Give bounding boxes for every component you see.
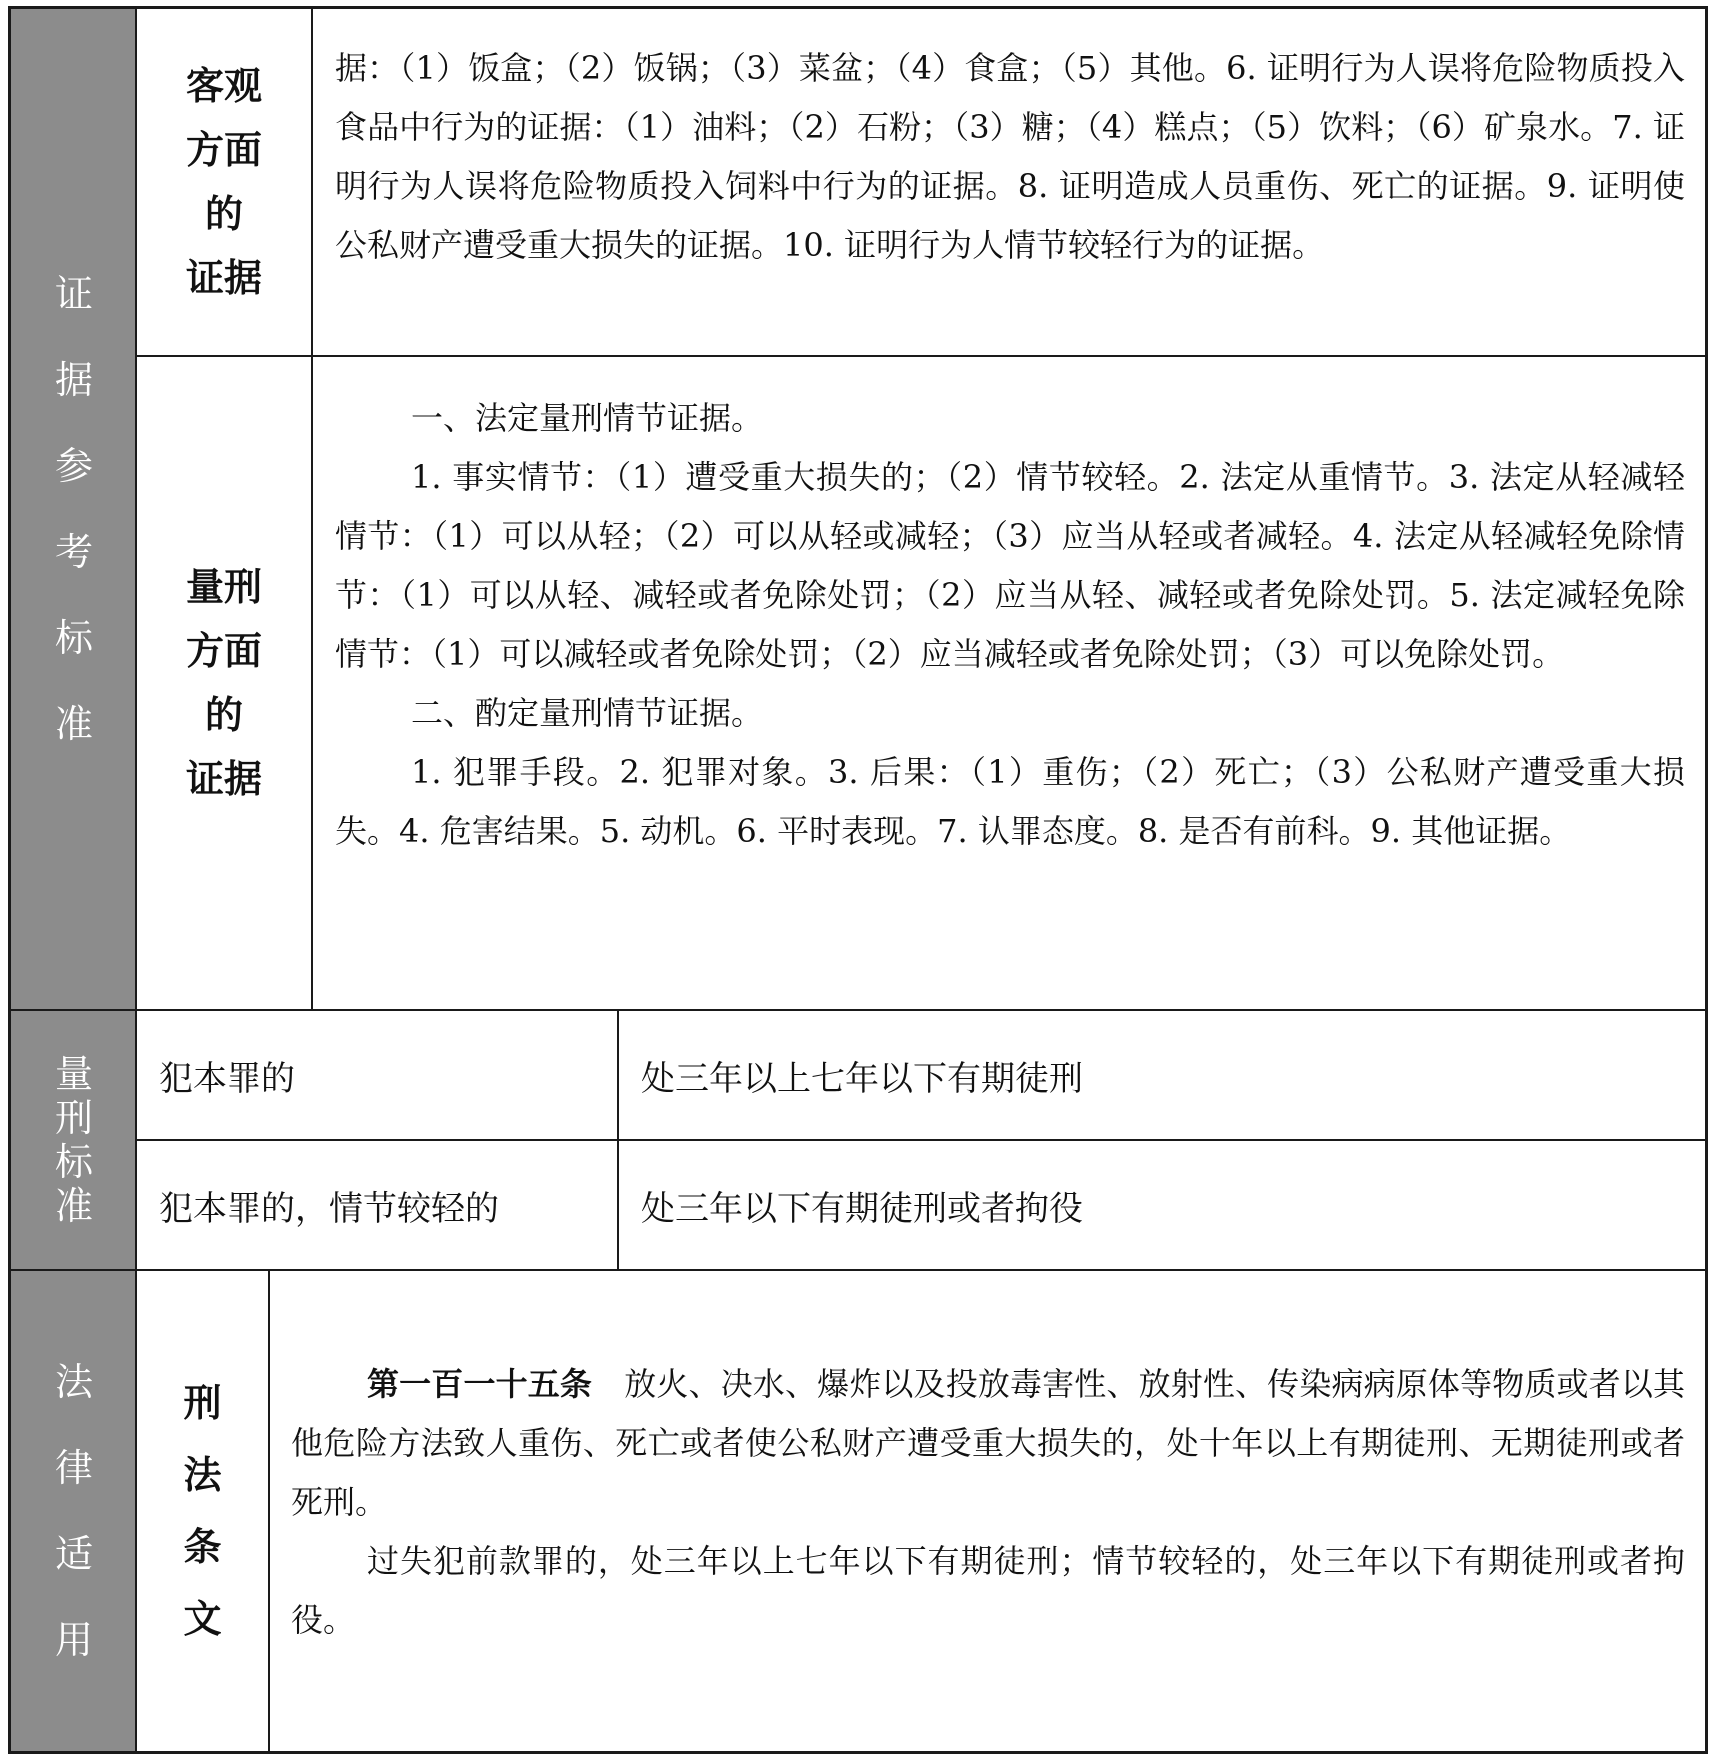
sentencing-label-cell [137,357,311,1009]
sentencing-evidence-text [335,389,1685,861]
statutory-heading: 一、法定量刑情节证据。 [411,399,764,437]
divider-penalty-cols [617,1009,619,1269]
article-number: 第一百一十五条 [367,1365,593,1403]
discretionary-heading: 二、酌定量刑情节证据。 [411,694,764,732]
side-label-law: 法律适用 [54,1360,93,1662]
statutory-items: 1. 事实情节：（1）遭受重大损失的；（2）情节较轻。2. 法定从重情节。3. 法定从轻减轻情节：（1）可以从轻；（2）可以从轻或减轻；（3）应当从轻或者减轻。4. 法定从轻减轻免除情节：（1）可以从轻、减轻或者免除处罚；（2）应当从轻、减轻或者免除处罚。5. 法定减轻免除情节：（1）可以减轻或者免除处罚；（2）应当减轻或者免除处罚；（3）可以免除处罚。 [335,458,1685,673]
law-label-cell [137,1271,268,1751]
article-para-2: 过失犯前款罪的，处三年以上七年以下有期徒刑；情节较轻的，处三年以下有期徒刑或者拘役。 [291,1542,1685,1639]
divider-law-sub [268,1269,270,1751]
side-label-law-cell [11,1271,137,1751]
objective-evidence-text: 据：（1）饭盒；（2）饭锅；（3）菜盆；（4）食盒；（5）其他。6. 证明行为人误将危险物质投入食品中行为的证据：（1）油料；（2）石粉；（3）糖；（4）糕点；（5）饮料；（6）矿泉水。7. 证明行为人误将危险物质投入饲料中行为的证据。8. 证明造成人员重伤、死亡的证据。9. 证明使公私财产遭受重大损失的证据。10. 证明行为人情节较轻行为的证据。 [335,49,1685,264]
side-label-penalty: 量刑标准 [54,1052,93,1228]
sentencing-label: 量刑 方面 的 证据 [185,565,262,801]
penalty-row-2-penalty: 处三年以下有期徒刑或者拘役 [641,1188,1083,1229]
divider-evidence-sub [311,9,313,1009]
objective-label: 客观 方面 的 证据 [185,64,262,300]
article-para-1: 放火、决水、爆炸以及投放毒害性、放射性、传染病病原体等物质或者以其他危险方法致人重伤、死亡或者使公私财产遭受重大损失的，处十年以上有期徒刑、无期徒刑或者死刑。 [291,1365,1685,1521]
statute-table [8,6,1708,1754]
law-sub-label: 刑法条文 [183,1381,222,1641]
side-label-evidence-cell [11,9,137,1009]
side-label-penalty-cell [11,1011,137,1269]
penalty-row-2-condition: 犯本罪的，情节较轻的 [159,1188,499,1229]
objective-label-cell [137,9,311,355]
penalty-row-1-penalty: 处三年以上七年以下有期徒刑 [641,1058,1083,1099]
divider-objective-sentencing [137,355,1705,357]
penalty-row-1-condition: 犯本罪的 [159,1058,295,1099]
side-label-evidence: 证据参考标准 [54,272,93,746]
discretionary-items: 1. 犯罪手段。2. 犯罪对象。3. 后果：（1）重伤；（2）死亡；（3）公私财产遭受重大损失。4. 危害结果。5. 动机。6. 平时表现。7. 认罪态度。8. 是否有前科。9. 其他证据。 [335,753,1685,850]
law-article-text [291,1355,1685,1650]
